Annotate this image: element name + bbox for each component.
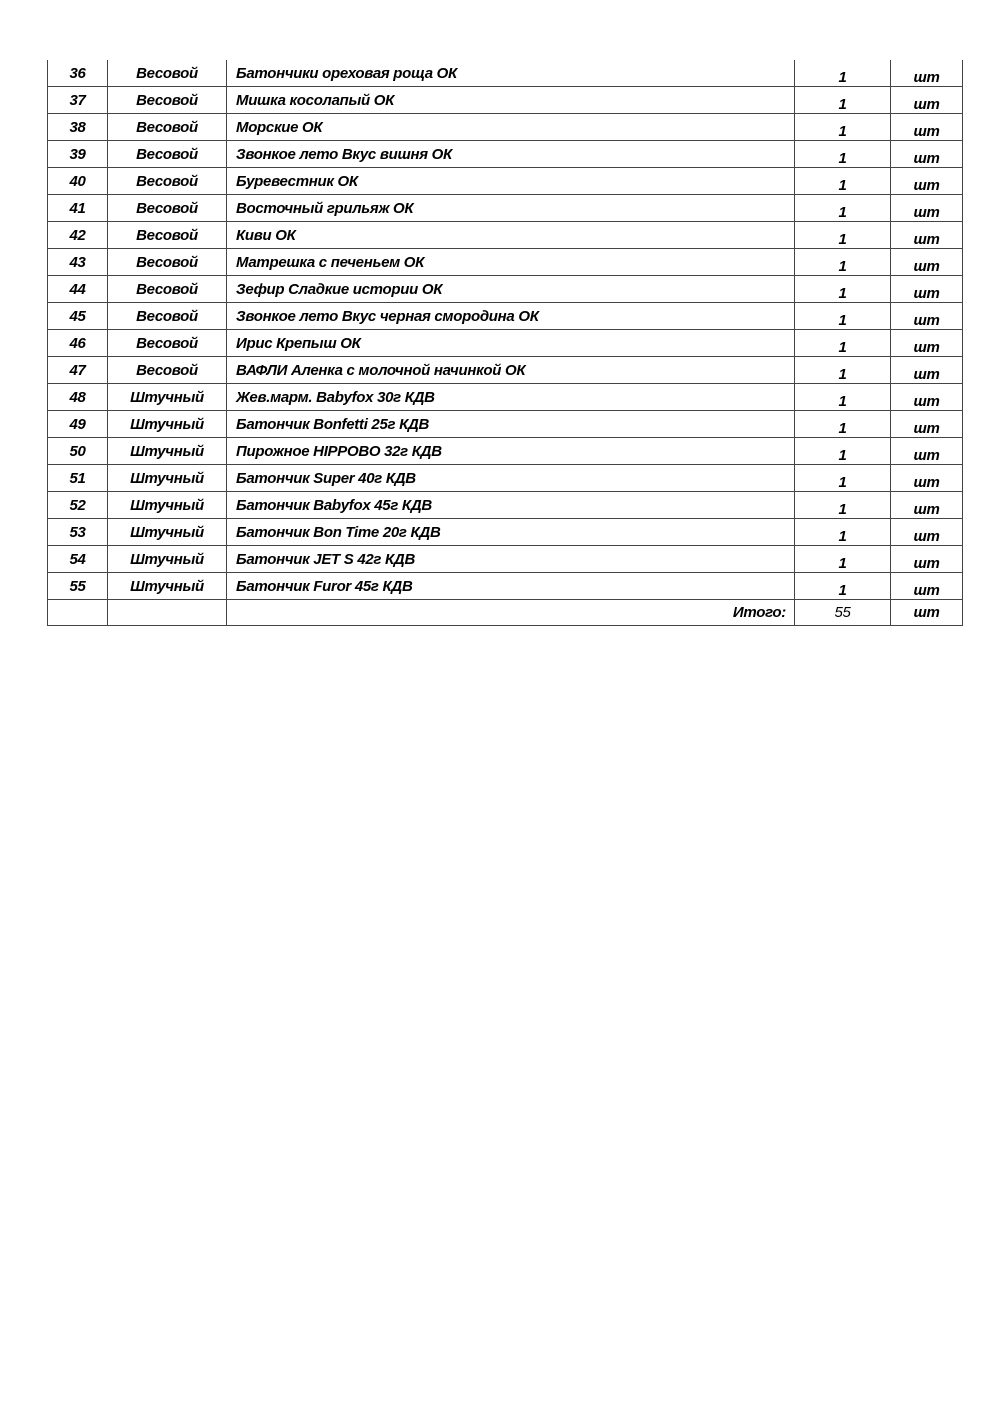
item-type: Штучный [108,492,227,519]
table-row [48,465,963,492]
item-unit: шт [891,168,963,195]
table-row [48,114,963,141]
item-name: Звонкое лето Вкус вишня ОК [227,141,795,168]
item-name: Зефир Сладкие истории ОК [227,276,795,303]
item-unit: шт [891,276,963,303]
item-unit: шт [891,303,963,330]
item-quantity: 1 [795,546,891,573]
table-row [48,276,963,303]
total-unit: шт [891,600,963,626]
item-unit: шт [891,573,963,600]
item-type: Штучный [108,519,227,546]
row-number: 40 [48,168,108,195]
item-quantity: 1 [795,573,891,600]
table-row [48,168,963,195]
row-number: 47 [48,357,108,384]
item-name: Буревестник ОК [227,168,795,195]
item-quantity: 1 [795,438,891,465]
item-unit: шт [891,357,963,384]
item-quantity: 1 [795,195,891,222]
row-number: 50 [48,438,108,465]
table-row [48,303,963,330]
total-quantity: 55 [795,600,891,626]
row-number: 53 [48,519,108,546]
item-name: Батончик Babyfox 45г КДВ [227,492,795,519]
table-row [48,222,963,249]
item-name: Батончик Bon Time 20г КДВ [227,519,795,546]
document-page [47,60,954,626]
table-row [48,60,963,87]
item-name: Морские ОК [227,114,795,141]
item-unit: шт [891,411,963,438]
table-row [48,195,963,222]
item-type: Весовой [108,168,227,195]
item-quantity: 1 [795,357,891,384]
item-name: Пирожное HIPPOBO 32г КДВ [227,438,795,465]
item-unit: шт [891,195,963,222]
goods-table [47,60,963,626]
item-unit: шт [891,492,963,519]
total-empty-cell [48,600,108,626]
item-unit: шт [891,114,963,141]
item-quantity: 1 [795,222,891,249]
table-row [48,87,963,114]
item-name: Батончики ореховая роща ОК [227,60,795,87]
item-unit: шт [891,87,963,114]
goods-table-body [48,60,963,626]
table-row [48,384,963,411]
item-name: Матрешка с печеньем ОК [227,249,795,276]
item-name: Батончик Super 40г КДВ [227,465,795,492]
item-type: Весовой [108,195,227,222]
item-type: Весовой [108,60,227,87]
item-name: Мишка косолапый ОК [227,87,795,114]
table-row [48,573,963,600]
total-label: Итого: [227,600,795,626]
row-number: 49 [48,411,108,438]
item-type: Весовой [108,141,227,168]
row-number: 38 [48,114,108,141]
item-unit: шт [891,465,963,492]
row-number: 44 [48,276,108,303]
row-number: 45 [48,303,108,330]
item-quantity: 1 [795,168,891,195]
table-row [48,411,963,438]
row-number: 37 [48,87,108,114]
row-number: 55 [48,573,108,600]
item-quantity: 1 [795,411,891,438]
item-unit: шт [891,249,963,276]
item-type: Весовой [108,357,227,384]
table-row [48,519,963,546]
item-name: Жев.марм. Babyfox 30г КДВ [227,384,795,411]
row-number: 54 [48,546,108,573]
item-quantity: 1 [795,249,891,276]
item-name: ВАФЛИ Аленка с молочной начинкой ОК [227,357,795,384]
row-number: 48 [48,384,108,411]
item-name: Звонкое лето Вкус черная смородина ОК [227,303,795,330]
table-row [48,249,963,276]
row-number: 46 [48,330,108,357]
item-type: Штучный [108,438,227,465]
item-unit: шт [891,438,963,465]
item-unit: шт [891,222,963,249]
row-number: 39 [48,141,108,168]
item-quantity: 1 [795,276,891,303]
item-quantity: 1 [795,141,891,168]
item-unit: шт [891,60,963,87]
item-type: Штучный [108,384,227,411]
item-type: Весовой [108,249,227,276]
item-quantity: 1 [795,492,891,519]
item-type: Весовой [108,87,227,114]
table-row [48,357,963,384]
item-quantity: 1 [795,465,891,492]
row-number: 51 [48,465,108,492]
item-unit: шт [891,519,963,546]
item-unit: шт [891,330,963,357]
item-type: Штучный [108,411,227,438]
table-row [48,492,963,519]
item-unit: шт [891,141,963,168]
item-name: Ирис Крепыш ОК [227,330,795,357]
item-name: Батончик Bonfetti 25г КДВ [227,411,795,438]
item-type: Весовой [108,114,227,141]
item-name: Батончик Furor 45г КДВ [227,573,795,600]
item-unit: шт [891,546,963,573]
item-name: Восточный грильяж ОК [227,195,795,222]
total-row [48,600,963,626]
item-type: Весовой [108,222,227,249]
row-number: 52 [48,492,108,519]
item-quantity: 1 [795,384,891,411]
row-number: 42 [48,222,108,249]
item-quantity: 1 [795,87,891,114]
item-quantity: 1 [795,519,891,546]
item-quantity: 1 [795,60,891,87]
table-row [48,141,963,168]
item-type: Штучный [108,465,227,492]
item-type: Штучный [108,573,227,600]
item-type: Весовой [108,276,227,303]
row-number: 41 [48,195,108,222]
item-type: Штучный [108,546,227,573]
item-name: Киви ОК [227,222,795,249]
item-type: Весовой [108,303,227,330]
total-empty-cell [108,600,227,626]
row-number: 43 [48,249,108,276]
table-row [48,330,963,357]
item-quantity: 1 [795,303,891,330]
item-name: Батончик JET S 42г КДВ [227,546,795,573]
row-number: 36 [48,60,108,87]
table-row [48,438,963,465]
item-unit: шт [891,384,963,411]
table-row [48,546,963,573]
item-quantity: 1 [795,114,891,141]
item-type: Весовой [108,330,227,357]
item-quantity: 1 [795,330,891,357]
